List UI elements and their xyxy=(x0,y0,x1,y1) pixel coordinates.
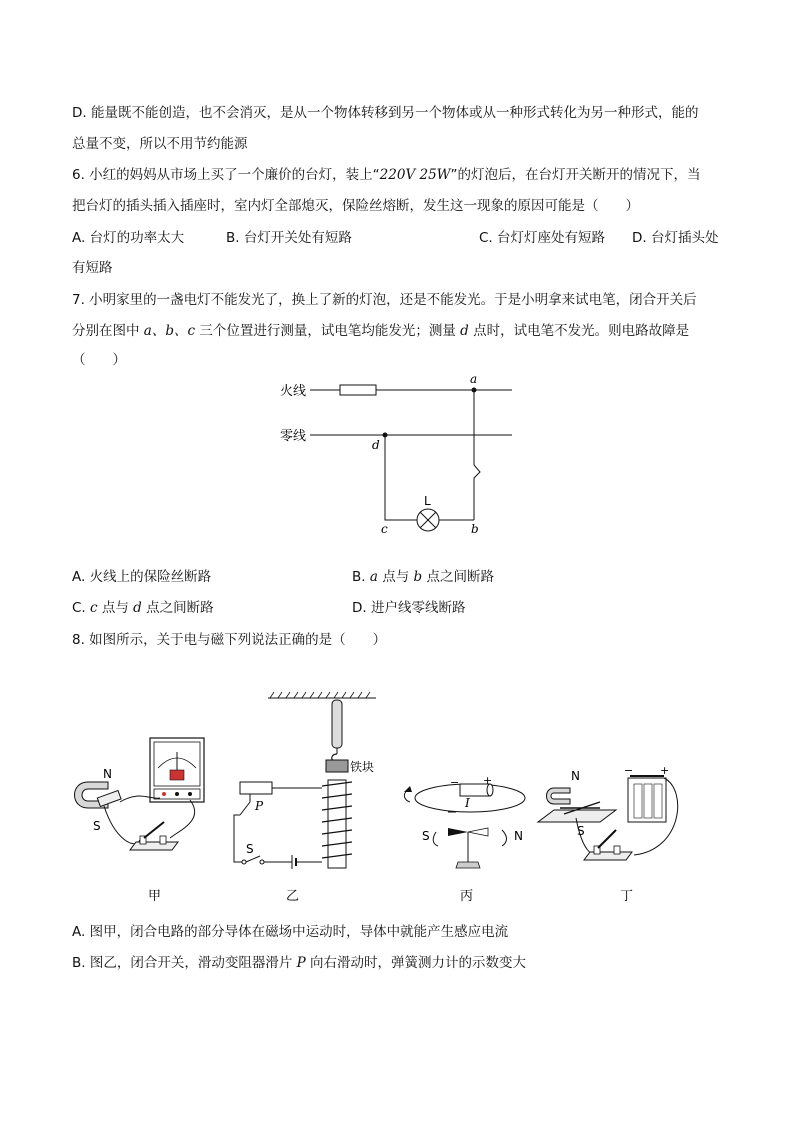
figure-yi xyxy=(234,692,376,904)
q7-option-d: D. 进户线零线断路 xyxy=(352,600,466,616)
spring-scale-icon xyxy=(332,700,342,762)
q7-option-c-post: 点之间断路 xyxy=(141,600,214,616)
q7-option-c-mid: 点与 xyxy=(97,600,134,616)
bing-plus-label: + xyxy=(483,774,493,787)
q7-stem-line3: （ ） xyxy=(72,352,126,368)
ding-minus-label: − xyxy=(624,764,634,777)
q7-circuit-diagram xyxy=(270,370,530,540)
q8-option-b-text-b: 向右滑动时，弹簧测力计的示数变大 xyxy=(305,955,527,971)
q6-stem-line2: 把台灯的插头插入插座时，室内灯全部熄灭，保险丝熔断，发生这一现象的原因可能是（ ） xyxy=(72,198,639,214)
q6-option-c: C. 台灯灯座处有短路 xyxy=(479,230,606,246)
live-wire-label: 火线 xyxy=(280,384,307,399)
q7-option-b xyxy=(352,567,494,587)
q5-option-d-line1: D. 能量既不能创造，也不会消灭，是从一个物体转移到另一个物体或从一种形式转化为另一种形式，能的 xyxy=(72,105,699,121)
q6-option-a: A. 台灯的功率太大 xyxy=(72,230,185,246)
compass-needle-icon xyxy=(448,828,488,868)
ding-plus-label: + xyxy=(660,764,670,777)
q6-option-d-part2: 有短路 xyxy=(72,260,113,276)
q8-option-b-text-a: B. 图乙，闭合开关，滑动变阻器滑片 xyxy=(72,955,297,971)
lamp-label: L xyxy=(424,494,431,508)
q8-stem: 8. 如图所示，关于电与磁下列说法正确的是（ ） xyxy=(72,632,387,648)
q6-bulb-rating: 220V 25W xyxy=(379,167,451,183)
yi-s-label: S xyxy=(246,842,254,856)
q8-option-b-p: P xyxy=(296,955,306,971)
q8-option-b xyxy=(72,953,526,973)
q7-stem-line2 xyxy=(72,321,689,341)
q7-option-a: A. 火线上的保险丝断路 xyxy=(72,569,212,585)
point-a-label: a xyxy=(470,372,478,386)
ding-s-label: S xyxy=(577,824,585,838)
bing-caption: 丙 xyxy=(460,889,474,904)
return-branch xyxy=(385,435,417,520)
jia-caption: 甲 xyxy=(148,889,162,904)
q7-point-d: d xyxy=(460,323,469,339)
q7-option-b-point-a: a xyxy=(369,569,378,585)
q6-option-b: B. 台灯开关处有短路 xyxy=(226,230,352,246)
figure-bing xyxy=(404,774,525,904)
point-b-label: b xyxy=(471,522,479,536)
ding-caption: 丁 xyxy=(620,889,634,904)
ding-switch-icon xyxy=(584,830,632,860)
yi-p-label: P xyxy=(255,799,264,813)
q7-option-c xyxy=(72,598,214,618)
electromagnet-icon xyxy=(322,780,352,868)
q7-stem-text-a: 分别在图中 xyxy=(72,323,144,339)
q7-option-b-mid: 点与 xyxy=(377,569,414,585)
switch-branch xyxy=(474,390,480,520)
figure-ding xyxy=(538,764,678,904)
q6-stem-text-a: 6. 小红的妈妈从市场上买了一个廉价的台灯，装上“ xyxy=(72,167,380,183)
figure-jia xyxy=(75,738,205,904)
jia-n-label: N xyxy=(103,767,112,781)
q6-option-d-part1: D. 台灯插头处 xyxy=(632,230,719,246)
q8-option-a: A. 图甲，闭合电路的部分导体在磁场中运动时，导体中就能产生感应电流 xyxy=(72,924,509,940)
galvanometer-icon xyxy=(150,738,204,802)
ding-magnet-icon xyxy=(547,788,571,804)
q7-option-b-point-b: b xyxy=(413,569,423,585)
neutral-wire-label: 零线 xyxy=(280,429,307,444)
iron-block-label: 铁块 xyxy=(350,760,375,774)
q7-points-abc: a、b、c xyxy=(143,323,196,339)
fuse xyxy=(340,385,376,395)
jia-s-label: S xyxy=(93,819,101,833)
bing-current-label: I xyxy=(465,796,470,810)
bing-minus-label: − xyxy=(450,776,460,789)
q7-option-b-post: 点之间断路 xyxy=(422,569,494,585)
q7-option-c-point-d: d xyxy=(133,600,142,616)
q5-option-d-line2: 总量不变，所以不用节约能源 xyxy=(72,136,248,152)
point-c-label: c xyxy=(381,522,388,536)
knife-switch-icon xyxy=(130,822,178,850)
point-d-label: d xyxy=(372,438,380,452)
q7-option-c-point-c: c xyxy=(90,600,98,616)
q7-option-b-pre: B. xyxy=(352,569,370,585)
q6-stem-line1 xyxy=(72,165,701,185)
iron-block xyxy=(326,760,348,772)
bing-s-label: S xyxy=(422,829,430,843)
ding-n-label: N xyxy=(571,769,580,783)
lamp-icon xyxy=(417,509,439,531)
battery-pack-icon xyxy=(628,776,666,822)
rheostat xyxy=(240,782,272,794)
yi-caption: 乙 xyxy=(286,889,300,904)
q7-option-c-pre: C. xyxy=(72,600,91,616)
q7-stem-text-b: 三个位置进行测量，试电笔均能发光；测量 xyxy=(195,323,461,339)
q6-stem-text-c: ”的灯泡后，在台灯开关断开的情况下，当 xyxy=(450,167,701,183)
q7-stem-text-c: 点时，试电笔不发光。则电路故障是 xyxy=(468,323,690,339)
q8-figures xyxy=(60,690,700,910)
bing-n-label: N xyxy=(514,829,523,843)
q7-stem-line1: 7. 小明家里的一盏电灯不能发光了，换上了新的灯泡，还是不能发光。于是小明拿来试电笔，闭合开关后 xyxy=(72,292,697,308)
